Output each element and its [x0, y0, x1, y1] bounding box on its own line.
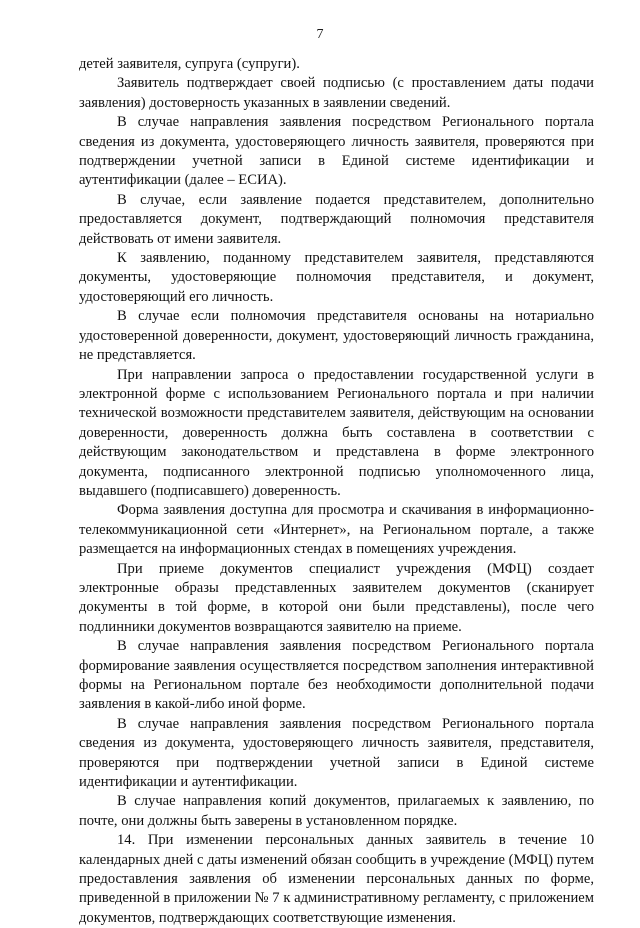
paragraph-representative-verification: В случае направления заявления посредством Регионального портала сведения из документа, удостоверяющего личность заявителя, представителя, проверяются при подтверждении учетной записи в Единой системе идентификации и аутентификации. [79, 715, 594, 791]
paragraph-continuation: детей заявителя, супруга (супруги). [79, 56, 300, 72]
paragraph-postal-copies: В случае направления копий документов, прилагаемых к заявлению, по почте, они должны быть заверены в установленном порядке. [79, 793, 594, 829]
paragraph-representative-identity: К заявлению, поданному представителем заявителя, представляются документы, удостоверяющие полномочия представителя, и документ, удостоверяющий его личность. [79, 250, 594, 305]
paragraph-electronic-power-of-attorney: При направлении запроса о предоставлении государственной услуги в электронной форме с использованием Регионального портала и при наличии технической возможности представителем заявителя, действующим на основании доверенности, доверенность должна быть составлена в соответствии с действующим законодательством и представлена в форме электронного документа, подписанного электронной подписью уполномоченного лица, выдавшего (подписавшего) доверенность. [79, 366, 594, 499]
paragraph-application-form-availability: Форма заявления доступна для просмотра и скачивания в информационно-телекоммуникационной сети «Интернет», на Региональном портале, а также размещается на информационных стендах в помещениях учреждения. [79, 502, 594, 558]
document-body [79, 55, 594, 928]
paragraph-representative-document: В случае, если заявление подается представителем, дополнительно предоставляется документ, подтверждающий полномочия представителя действовать от имени заявителя. [79, 191, 594, 247]
paragraph-interactive-form: В случае направления заявления посредством Регионального портала формирование заявления осуществляется посредством заполнения интерактивной формы на Региональном портале без необходимости дополнительной подачи заявления в какой-либо иной форме. [79, 638, 594, 713]
paragraph-item-14-personal-data-change: 14. При изменении персональных данных заявитель в течение 10 календарных дней с даты изменений обязан сообщить в учреждение (МФЦ) путем предоставления заявления об изменении персональных данных по форме, приведенной в приложении № 7 к административному регламенту, с приложением документов, подтверждающих соответствующие изменения. [79, 832, 594, 926]
paragraph-notarial-power: В случае если полномочия представителя основаны на нотариально удостоверенной доверенности, документ, удостоверяющий личность гражданина, не представляется. [79, 308, 594, 364]
paragraph-esia-verification: В случае направления заявления посредством Регионального портала сведения из документа, удостоверяющего личность заявителя, проверяются при подтверждении учетной записи в Единой системе идентификации и аутентификации (далее – ЕСИА). [79, 114, 594, 189]
page-number: 7 [316, 27, 324, 42]
paragraph-signature-confirmation: Заявитель подтверждает своей подписью (с проставлением даты подачи заявления) достоверность указанных в заявлении сведений. [79, 75, 594, 111]
paragraph-document-scanning: При приеме документов специалист учреждения (МФЦ) создает электронные образы представленных заявителем документов (сканирует документы в той форме, в которой они были представлены), после чего подлинники документов возвращаются заявителю на приеме. [79, 560, 594, 635]
